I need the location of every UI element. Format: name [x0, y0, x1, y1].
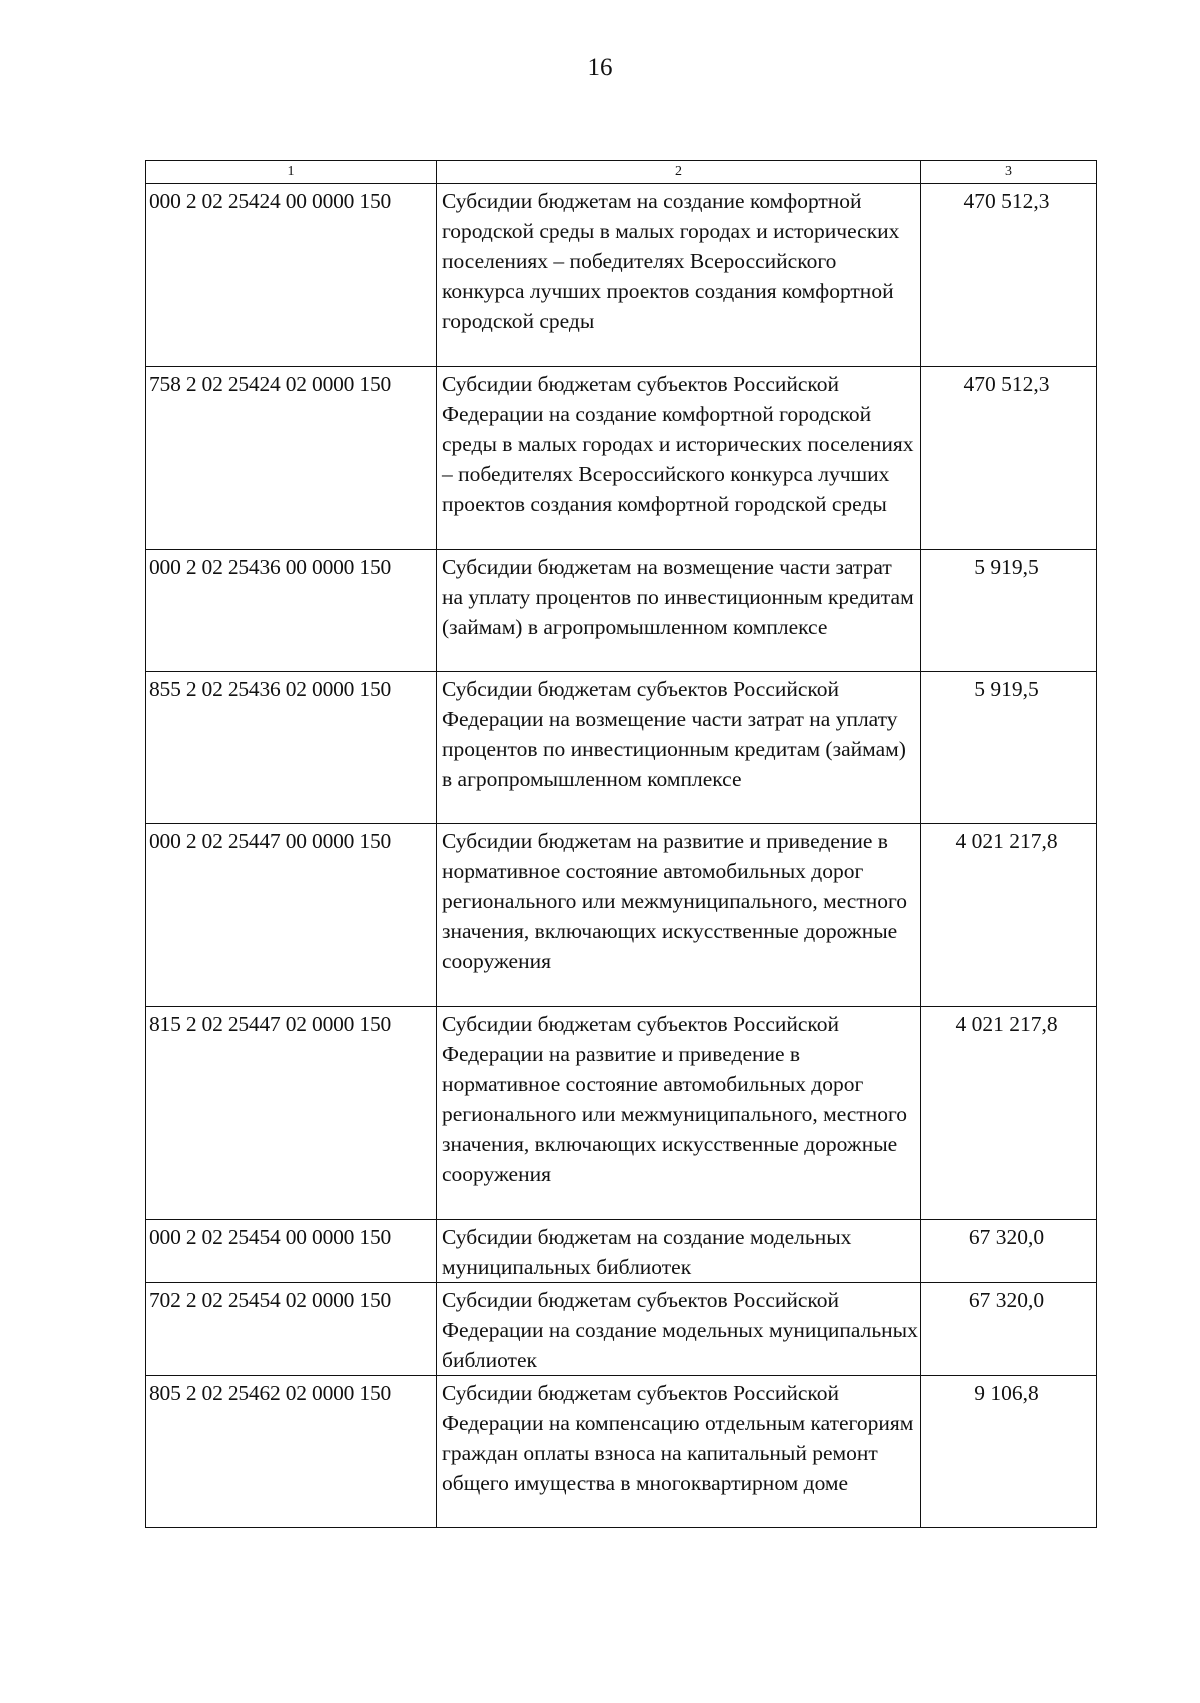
- row-description: Субсидии бюджетам субъектов Российской Федерации на возмещение части затрат на уплату процентов по инвестиционным кредитам (займам) в агропромышленном комплексе: [437, 672, 921, 824]
- budget-table: [145, 160, 1097, 1528]
- table-body: [146, 184, 1097, 1528]
- table-row: [146, 1283, 1097, 1376]
- row-description: Субсидии бюджетам субъектов Российской Федерации на развитие и приведение в нормативное состояние автомобильных дорог регионального или межмуниципального, местного значения, включающих искусственные дорожные сооружения: [437, 1007, 921, 1220]
- row-amount: 470 512,3: [921, 184, 1097, 367]
- header-col-3: 3: [921, 161, 1097, 184]
- row-amount: 67 320,0: [921, 1283, 1097, 1376]
- header-col-2: 2: [437, 161, 921, 184]
- table-row: [146, 1376, 1097, 1528]
- row-code: 000 2 02 25424 00 0000 150: [146, 184, 437, 367]
- row-amount: 470 512,3: [921, 367, 1097, 550]
- row-description: Субсидии бюджетам на развитие и приведение в нормативное состояние автомобильных дорог регионального или межмуниципального, местного значения, включающих искусственные дорожные сооружения: [437, 824, 921, 1007]
- table-row: [146, 1220, 1097, 1283]
- row-description: Субсидии бюджетам субъектов Российской Федерации на создание комфортной городской среды в малых городах и исторических поселениях – победителях Всероссийского конкурса лучших проектов создания комфортной городской среды: [437, 367, 921, 550]
- table-row: [146, 1007, 1097, 1220]
- row-code: 758 2 02 25424 02 0000 150: [146, 367, 437, 550]
- header-col-1: 1: [146, 161, 437, 184]
- row-code: 855 2 02 25436 02 0000 150: [146, 672, 437, 824]
- row-amount: 5 919,5: [921, 672, 1097, 824]
- row-code: 702 2 02 25454 02 0000 150: [146, 1283, 437, 1376]
- row-description: Субсидии бюджетам субъектов Российской Федерации на компенсацию отдельным категориям граждан оплаты взноса на капитальный ремонт общего имущества в многоквартирном доме: [437, 1376, 921, 1528]
- table-row: [146, 672, 1097, 824]
- row-description: Субсидии бюджетам на возмещение части затрат на уплату процентов по инвестиционным кредитам (займам) в агропромышленном комплексе: [437, 550, 921, 672]
- row-description: Субсидии бюджетам субъектов Российской Федерации на создание модельных муниципальных библиотек: [437, 1283, 921, 1376]
- table-header: [146, 161, 1097, 184]
- row-amount: 4 021 217,8: [921, 824, 1097, 1007]
- row-description: Субсидии бюджетам на создание модельных муниципальных библиотек: [437, 1220, 921, 1283]
- row-amount: 4 021 217,8: [921, 1007, 1097, 1220]
- table-row: [146, 367, 1097, 550]
- row-code: 815 2 02 25447 02 0000 150: [146, 1007, 437, 1220]
- row-code: 000 2 02 25454 00 0000 150: [146, 1220, 437, 1283]
- table-row: [146, 824, 1097, 1007]
- row-amount: 9 106,8: [921, 1376, 1097, 1528]
- row-code: 000 2 02 25447 00 0000 150: [146, 824, 437, 1007]
- row-amount: 5 919,5: [921, 550, 1097, 672]
- page-number: 16: [587, 54, 613, 81]
- table-row: [146, 550, 1097, 672]
- row-amount: 67 320,0: [921, 1220, 1097, 1283]
- table-row: [146, 184, 1097, 367]
- header-row: [146, 161, 1097, 184]
- row-description: Субсидии бюджетам на создание комфортной городской среды в малых городах и исторических поселениях – победителях Всероссийского конкурса лучших проектов создания комфортной городской среды: [437, 184, 921, 367]
- row-code: 000 2 02 25436 00 0000 150: [146, 550, 437, 672]
- row-code: 805 2 02 25462 02 0000 150: [146, 1376, 437, 1528]
